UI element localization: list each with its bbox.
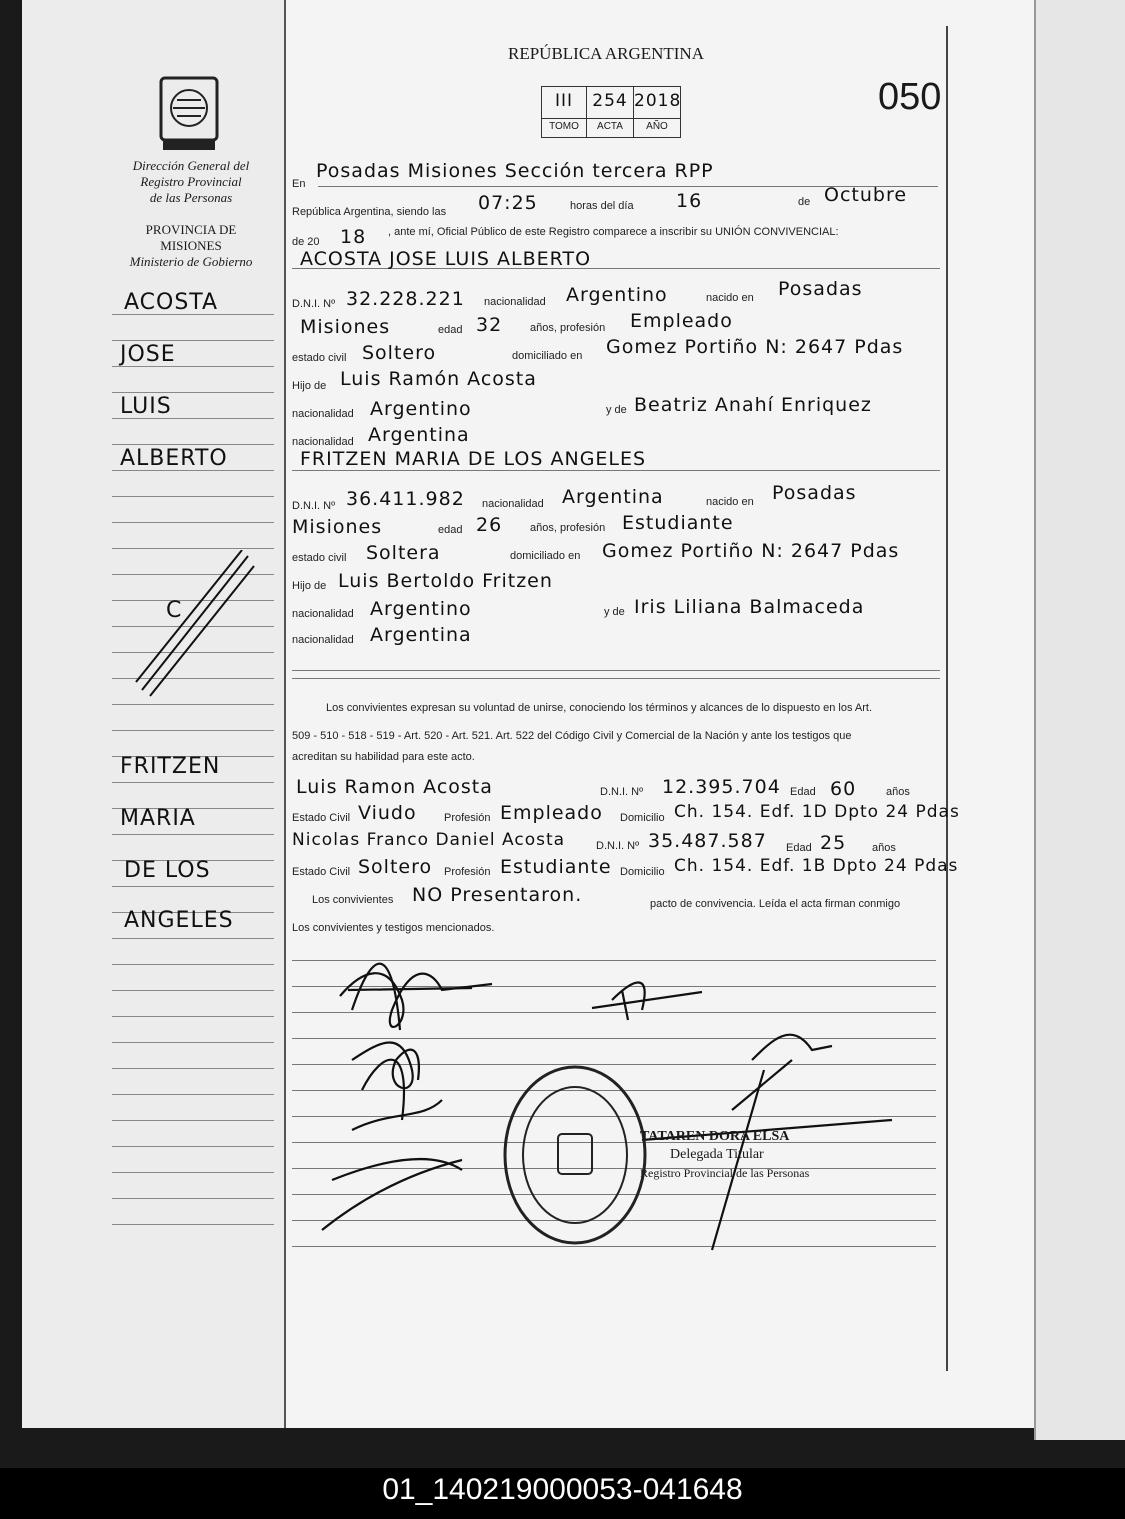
witness-1-name: Luis Ramon Acosta xyxy=(296,776,493,798)
p1-padre-nac: Argentino xyxy=(370,398,472,420)
witness-2-name: Nicolas Franco Daniel Acosta xyxy=(292,830,566,850)
label-nac-1: nacionalidad xyxy=(484,296,546,308)
hora-value: 07:25 xyxy=(478,192,538,214)
label-prof-w1: Profesión xyxy=(444,812,491,824)
dept-line-3: de las Personas xyxy=(149,190,233,205)
scan-id-footer: 01_140219000053-041648 xyxy=(0,1468,1125,1519)
p2-nac: Argentina xyxy=(562,486,664,508)
label-estado-2: estado civil xyxy=(292,552,347,564)
label-dom-w1: Domicilio xyxy=(620,812,665,824)
acta-label: ACTA xyxy=(587,118,633,132)
statement-line-1: Los convivientes expresan su voluntad de unirse, conociendo los términos y alcances de lo dispuesto en los Art. xyxy=(326,702,873,714)
w1-prof: Empleado xyxy=(500,802,603,824)
anio-record-value: 18 xyxy=(340,226,367,248)
left-margin-column xyxy=(22,0,286,1428)
label-dni-w2: D.N.I. Nº xyxy=(596,840,640,852)
margin-name-3: LUIS xyxy=(120,394,172,419)
label-hijo-2: Hijo de xyxy=(292,580,327,592)
lugar-value: Posadas Misiones Sección tercera RPP xyxy=(316,160,714,182)
provincial-seal-icon xyxy=(155,72,223,154)
p2-padre-nac: Argentino xyxy=(370,598,472,620)
page-edge xyxy=(1034,0,1125,1440)
label-hijo-1: Hijo de xyxy=(292,380,327,392)
p2-nacido-2: Misiones xyxy=(292,516,383,538)
p2-madre-nac: Argentina xyxy=(370,624,472,646)
label-edad-w2: Edad xyxy=(786,842,812,854)
folio-number: 050 xyxy=(878,76,942,118)
label-estado-1: estado civil xyxy=(292,352,347,364)
w1-dni: 12.395.704 xyxy=(662,776,781,798)
margin-name-8: ANGELES xyxy=(124,908,234,933)
dia-value: 16 xyxy=(676,190,703,212)
label-nacido-2: nacido en xyxy=(706,496,754,508)
label-domic-1: domiciliado en xyxy=(512,350,583,362)
label-dni-2: D.N.I. Nº xyxy=(292,500,336,512)
label-estado-w1: Estado Civil xyxy=(292,812,351,824)
p1-prof: Empleado xyxy=(630,310,733,332)
label-ante: , ante mí, Oficial Público de este Registro comparece a inscribir su UNIÓN CONVIVENCIAL: xyxy=(388,226,839,238)
label-nac-1b: nacionalidad xyxy=(292,408,354,420)
w1-edad: 60 xyxy=(830,778,857,800)
margin-name-2: JOSE xyxy=(120,342,176,367)
margin-name-1: ACOSTA xyxy=(124,290,219,315)
tomo-label: TOMO xyxy=(542,118,586,132)
w2-estado: Soltero xyxy=(358,856,433,878)
label-domic-2: domiciliado en xyxy=(510,550,581,562)
label-nacido-1: nacido en xyxy=(706,292,754,304)
p1-dom: Gomez Portiño N: 2647 Pdas xyxy=(606,336,904,358)
tomo-value: III xyxy=(554,91,574,111)
right-margin-rule xyxy=(946,26,948,1371)
label-nac-2b: nacionalidad xyxy=(292,608,354,620)
stamp-name: TATAREN DORA ELSA xyxy=(640,1129,790,1144)
w2-dni: 35.487.587 xyxy=(648,830,767,852)
margin-name-4: ALBERTO xyxy=(120,446,228,471)
margin-name-5: FRITZEN xyxy=(120,754,221,779)
p1-madre-nac: Argentina xyxy=(368,424,470,446)
anio-label: AÑO xyxy=(634,118,680,132)
p2-nacido: Posadas xyxy=(772,482,857,504)
acta-value: 254 xyxy=(592,91,628,111)
dept-line-2: Registro Provincial xyxy=(140,174,242,189)
label-nac-2c: nacionalidad xyxy=(292,634,354,646)
label-prof-w2: Profesión xyxy=(444,866,491,878)
p1-nac: Argentino xyxy=(566,284,668,306)
label-edad-1: edad xyxy=(438,324,463,336)
pacto-value: NO Presentaron. xyxy=(412,884,583,906)
w1-dom: Ch. 154. Edf. 1D Dpto 24 Pdas xyxy=(674,802,960,822)
w1-estado: Viudo xyxy=(358,802,417,824)
document-title: REPÚBLICA ARGENTINA xyxy=(508,44,704,63)
conviviente-1-name: ACOSTA JOSE LUIS ALBERTO xyxy=(300,248,592,270)
p2-edad: 26 xyxy=(476,514,503,536)
label-dni-w1: D.N.I. Nº xyxy=(600,786,644,798)
label-yde-2: y de xyxy=(604,606,625,618)
stamp-office: Registro Provincial de las Personas xyxy=(640,1166,810,1180)
p2-padre: Luis Bertoldo Fritzen xyxy=(338,570,553,592)
province-line-2: MISIONES xyxy=(160,238,222,253)
label-anios-w2: años xyxy=(872,842,896,854)
label-dom-w2: Domicilio xyxy=(620,866,665,878)
label-anios-2: años, profesión xyxy=(530,522,606,534)
statement-line-2: 509 - 510 - 518 - 519 - Art. 520 - Art. 521. Art. 522 del Código Civil y Comercial de la Nación y ante los testigos que xyxy=(292,730,852,742)
label-convivientes: Los convivientes xyxy=(312,894,394,906)
w2-prof: Estudiante xyxy=(500,856,612,878)
p2-estado: Soltera xyxy=(366,542,441,564)
label-pacto: pacto de convivencia. Leída el acta firman conmigo xyxy=(650,898,901,910)
stamp-role: Delegada Titular xyxy=(670,1147,764,1162)
label-anios-w1: años xyxy=(886,786,910,798)
p2-madre: Iris Liliana Balmaceda xyxy=(634,596,865,618)
margin-mark: C xyxy=(166,598,183,623)
label-en: En xyxy=(292,178,306,190)
p2-dni: 36.411.982 xyxy=(346,488,465,510)
statement-line-3: acreditan su habilidad para este acto. xyxy=(292,751,475,763)
mes-value: Octubre xyxy=(824,184,908,206)
p2-prof: Estudiante xyxy=(622,512,734,534)
label-final: Los convivientes y testigos mencionados. xyxy=(292,922,495,934)
anio-value: 2018 xyxy=(634,91,682,111)
label-estado-w2: Estado Civil xyxy=(292,866,351,878)
p1-edad: 32 xyxy=(476,314,503,336)
label-anios-1: años, profesión xyxy=(530,322,606,334)
label-yde-1: y de xyxy=(606,404,627,416)
label-nac-1c: nacionalidad xyxy=(292,436,354,448)
margin-name-6: MARIA xyxy=(120,806,196,831)
label-de: de xyxy=(798,196,811,208)
tomo-acta-anio-box xyxy=(541,86,681,138)
dept-line-1: Dirección General del xyxy=(132,158,250,173)
label-rep: República Argentina, siendo las xyxy=(292,206,447,218)
p1-dni: 32.228.221 xyxy=(346,288,465,310)
margin-name-7: DE LOS xyxy=(124,858,211,883)
p2-dom: Gomez Portiño N: 2647 Pdas xyxy=(602,540,900,562)
label-edad-w1: Edad xyxy=(790,786,816,798)
label-nac-2: nacionalidad xyxy=(482,498,544,510)
registry-stamp-icon xyxy=(500,1060,650,1250)
p1-nacido-2: Misiones xyxy=(300,316,391,338)
w2-dom: Ch. 154. Edf. 1B Dpto 24 Pdas xyxy=(674,856,959,876)
cancel-strike-mark xyxy=(130,550,260,700)
label-de20: de 20 xyxy=(292,236,320,248)
label-edad-2: edad xyxy=(438,524,463,536)
p1-padre: Luis Ramón Acosta xyxy=(340,368,537,390)
label-dni-1: D.N.I. Nº xyxy=(292,298,336,310)
province-line-1: PROVINCIA DE xyxy=(145,222,237,237)
w2-edad: 25 xyxy=(820,832,847,854)
ministry: Ministerio de Gobierno xyxy=(129,254,253,269)
label-horas: horas del día xyxy=(570,200,634,212)
conviviente-2-name: FRITZEN MARIA DE LOS ANGELES xyxy=(300,448,647,470)
p1-estado: Soltero xyxy=(362,342,437,364)
p1-madre: Beatriz Anahí Enriquez xyxy=(634,394,872,416)
p1-nacido: Posadas xyxy=(778,278,863,300)
